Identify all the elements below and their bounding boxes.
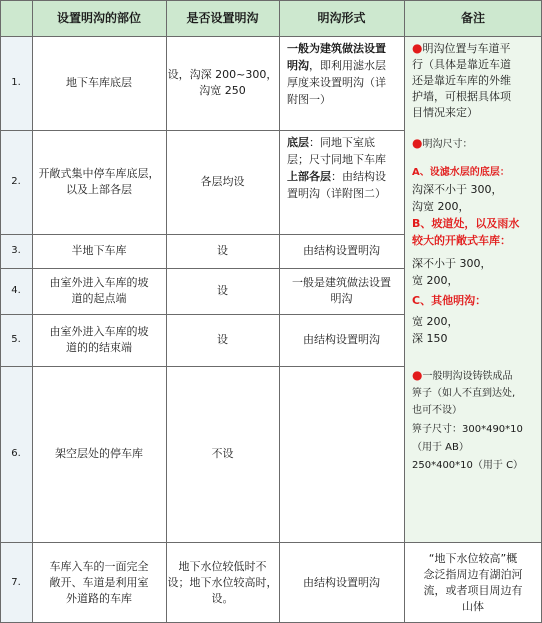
note-a-title: A、设滤水层的底层： — [412, 167, 510, 178]
row7-setting: 地下水位较低时不 设；地下水位较高时， 设。 — [167, 559, 278, 605]
grid-line — [279, 0, 280, 623]
row3-form: 由结构设置明沟 — [303, 244, 380, 257]
grid-line — [166, 0, 167, 623]
bullet-icon: ● — [412, 368, 423, 382]
note-c-values: 宽 200， 深 150 — [412, 315, 459, 345]
row-number: 2. — [0, 130, 32, 234]
row-number: 5. — [0, 314, 32, 366]
row3-location: 半地下车库 — [71, 244, 127, 257]
row2-setting: 各层均设 — [200, 175, 245, 188]
row-number: 7. — [0, 542, 32, 623]
note-grate: ●一般明沟设铸铁成品 箅子（如人不直到达处, 也可不设） — [412, 368, 516, 416]
grid-line — [0, 234, 404, 235]
bullet-icon: ● — [412, 136, 423, 150]
row6-form — [279, 366, 404, 542]
row1-form: 一般为建筑做法设置明沟，即利用滤水层厚度来设置明沟（详附图一） — [287, 42, 386, 106]
note-b-title: B、坡道处，以及雨水 较大的开敞式车库： — [412, 217, 520, 247]
grid-line — [0, 130, 404, 131]
notes-cell — [404, 36, 542, 542]
header-location: 设置明沟的部位 — [32, 0, 166, 36]
grid-line — [0, 0, 1, 623]
row1-setting: 设，沟深 200~300， 沟宽 250 — [167, 68, 278, 97]
row-number: 6. — [0, 366, 32, 542]
header-notes: 备注 — [404, 0, 542, 36]
row1-location: 地下车库底层 — [66, 76, 132, 89]
note-size: ●明沟尺寸： — [412, 136, 473, 150]
note-position: ●明沟位置与车道平 行（具体是靠近车道 还是靠近车库的外维 护墙，可根据具体项 目情况来定） — [412, 41, 511, 119]
row4-form: 一般是建筑做法设置 明沟 — [292, 276, 391, 305]
row2-location: 开敞式集中停车库底层， 以及上部各层 — [38, 167, 160, 196]
note-c-title: C、其他明沟： — [412, 294, 487, 307]
row2-form: 底层：同地下室底层；尺寸同地下车库 上部各层：由结构设置明沟（详附图二） — [287, 136, 386, 200]
row-number: 3. — [0, 234, 32, 268]
grid-line — [32, 0, 33, 623]
row3-setting: 设 — [217, 244, 228, 257]
grid-line — [0, 36, 542, 37]
grid-line — [0, 542, 542, 543]
row-number: 1. — [0, 36, 32, 130]
row5-form: 由结构设置明沟 — [303, 333, 380, 346]
header-num — [0, 0, 32, 36]
row4-location: 由室外进入车库的坡 道的起点端 — [49, 276, 149, 305]
grid-line — [0, 314, 404, 315]
note-a-values: 沟深不小于 300， 沟宽 200， — [412, 183, 503, 213]
bullet-icon: ● — [412, 41, 423, 55]
row7-form: 由结构设置明沟 — [303, 575, 380, 589]
header-setting: 是否设置明沟 — [166, 0, 279, 36]
row-number: 4. — [0, 268, 32, 314]
header-form: 明沟形式 — [279, 0, 404, 36]
row7-location: 车库入车的一面完全 敞开、车道是利用室 外道路的车库 — [49, 559, 149, 605]
note-grate-size: 箅子尺寸：300*490*10 （用于 AB） 250*400*10（用于 C） — [412, 424, 524, 471]
row6-location: 架空层处的停车库 — [55, 447, 143, 460]
grid-line — [0, 0, 542, 1]
row7-notes: “地下水位较高”概 念泛指周边有湖泊河 流，或者项目周边有 山体 — [423, 551, 523, 613]
note-b-values: 深不小于 300， 宽 200， — [412, 257, 492, 287]
row5-setting: 设 — [217, 333, 228, 346]
grid-line — [0, 268, 404, 269]
row5-location: 由室外进入车库的坡 道的的结束端 — [49, 325, 149, 354]
row4-setting: 设 — [217, 284, 228, 297]
grid-line — [404, 0, 405, 623]
grid-line — [0, 366, 404, 367]
row6-setting: 不设 — [211, 447, 234, 460]
